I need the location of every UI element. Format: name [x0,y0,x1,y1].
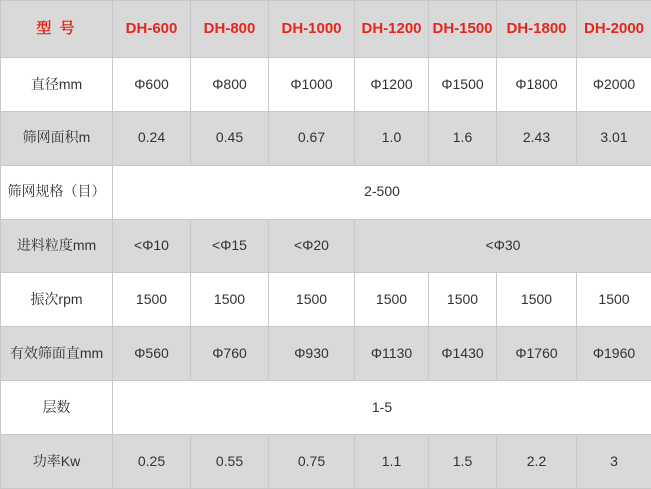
table-cell: 3 [577,435,651,489]
table-cell: 1.1 [355,435,429,489]
table-row [1,57,651,111]
table-cell: Φ1800 [497,57,577,111]
table-cell: 0.25 [113,435,191,489]
table-cell: 1500 [429,273,497,327]
row-label-feed-size: 进料粒度mm [1,219,113,273]
table-cell: 1500 [577,273,651,327]
table-cell: 1500 [113,273,191,327]
table-cell: Φ1500 [429,57,497,111]
table-cell-merged: <Φ30 [355,219,651,273]
table-cell: Φ1000 [269,57,355,111]
table-cell: 1500 [497,273,577,327]
table-row [1,273,651,327]
table-row [1,111,651,165]
table-cell: Φ1130 [355,327,429,381]
row-label-power: 功率Kw [1,435,113,489]
table-cell: 0.75 [269,435,355,489]
header-cell-dh2000: DH-2000 [577,1,651,58]
row-label-vibration-frequency: 振次rpm [1,273,113,327]
table-cell: 0.67 [269,111,355,165]
table-cell: 1500 [269,273,355,327]
row-label-diameter: 直径mm [1,57,113,111]
table-cell: Φ800 [191,57,269,111]
table-cell: 1.6 [429,111,497,165]
table-cell: 1.0 [355,111,429,165]
table-cell: Φ600 [113,57,191,111]
table-cell: <Φ20 [269,219,355,273]
table-cell: Φ2000 [577,57,651,111]
header-cell-model: 型 号 [1,1,113,58]
table-cell: 0.24 [113,111,191,165]
table-cell: Φ1200 [355,57,429,111]
table-cell: Φ760 [191,327,269,381]
header-cell-dh1800: DH-1800 [497,1,577,58]
header-cell-dh1200: DH-1200 [355,1,429,58]
table-cell: 2.43 [497,111,577,165]
table-cell: Φ1960 [577,327,651,381]
header-cell-dh600: DH-600 [113,1,191,58]
table-cell: Φ930 [269,327,355,381]
table-cell: <Φ10 [113,219,191,273]
row-label-effective-screen-diameter: 有效筛面直mm [1,327,113,381]
header-cell-dh800: DH-800 [191,1,269,58]
table-header-row [1,1,651,58]
table-row [1,381,651,435]
header-cell-dh1500: DH-1500 [429,1,497,58]
table-cell-merged: 1-5 [113,381,651,435]
table-cell: 1500 [355,273,429,327]
table-row [1,435,651,489]
row-label-mesh-spec: 筛网规格（目） [1,165,113,219]
table-cell: 1.5 [429,435,497,489]
header-cell-dh1000: DH-1000 [269,1,355,58]
row-label-layers: 层数 [1,381,113,435]
table-row [1,327,651,381]
table-cell-merged: 2-500 [113,165,651,219]
table-row [1,219,651,273]
table-cell: Φ1430 [429,327,497,381]
table-cell: 3.01 [577,111,651,165]
row-label-screen-area: 筛网面积m [1,111,113,165]
table-cell: 0.45 [191,111,269,165]
table-cell: 0.55 [191,435,269,489]
table-cell: <Φ15 [191,219,269,273]
table-row [1,165,651,219]
table-cell: 2.2 [497,435,577,489]
table-cell: Φ560 [113,327,191,381]
table-cell: 1500 [191,273,269,327]
table-cell: Φ1760 [497,327,577,381]
